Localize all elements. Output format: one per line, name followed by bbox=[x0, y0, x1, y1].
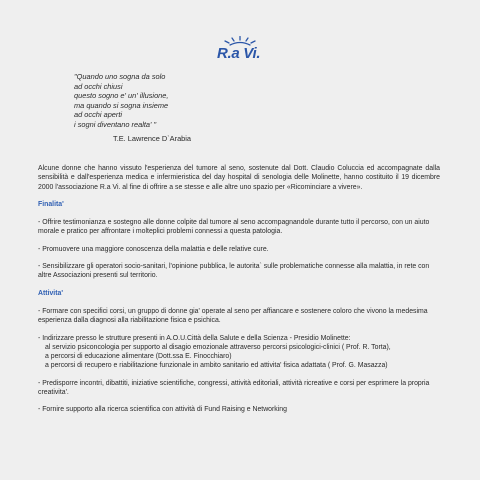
finalita-item: - Offrire testimonianza e sostegno alle donne colpite dal tumore al seno accompagnandole durante tutto il percorso, con un aiuto morale e pratico per affrontare i molteplici problemi connessi a questa patologia. bbox=[38, 219, 430, 236]
ravi-logo bbox=[216, 36, 266, 66]
quote-line: ad occhi aperti bbox=[74, 110, 123, 120]
quote-line: ma quando si sogna insieme bbox=[74, 100, 169, 110]
main-content bbox=[38, 164, 440, 423]
intro-paragraph: Alcune donne che hanno vissuto l'esperienza del tumore al seno, sostenute dal Dott. Claudio Coluccia ed accompagnate dalla sensibilità e dall'esperienza medica e infermieristica del day hospital di senologia delle Molinette, hanno costituito il 19 dicembre 2000 l'associazione R.a Vi. al fine di offrire a se stesse e alle altre uno spazio per «Ricominciare a vivere». bbox=[38, 165, 440, 191]
attivita-item-lead: - Indirizzare presso le strutture presenti in A.O.U.Città della Salute e della Scienza - Presidio Molinette: bbox=[38, 334, 351, 342]
logo-text: R.a Vi. bbox=[217, 45, 261, 62]
attivita-subitem: a percorsi di educazione alimentare (Dott.ssa E. Finocchiaro) bbox=[45, 353, 232, 361]
attivita-item-structures bbox=[38, 334, 440, 371]
attivita-item: - Fornire supporto alla ricerca scientifica con attività di Fund Raising e Networking bbox=[38, 406, 287, 414]
attivita-subitem: al servizio psiconcologia per supporto al disagio emozionale attraverso percorsi psicologici-clinici ( Prof. R. Torta), bbox=[45, 343, 391, 351]
attivita-heading: Attivita' bbox=[38, 289, 63, 297]
quote-line: i sogni diventano realta' " bbox=[74, 119, 157, 129]
attivita-subitem: a percorsi di recupero e riabilitazione funzionale in ambito sanitario ed attivita' fisica adattata ( Prof. G. Masazza) bbox=[45, 362, 388, 370]
attivita-item: - Predisporre incontri, dibattiti, iniziative scientifiche, congressi, attività editoriali, attività ricreative e corsi per esprimere la propria creativita'. bbox=[38, 379, 430, 397]
epigraph-quote bbox=[74, 72, 168, 130]
quote-author: T.E. Lawrence D`Arabia bbox=[113, 134, 192, 143]
finalita-item: - Promuovere una maggiore conoscenza della malattia e delle relative cure. bbox=[38, 245, 269, 253]
finalita-item: - Sensibilizzare gli operatori socio-sanitari, l'opinione pubblica, le autorita` sulle problematiche connesse alla malattia, in rete con altre Associazioni presenti sul territorio. bbox=[38, 263, 430, 280]
quote-line: questo sogno e' un' illusione, bbox=[74, 91, 169, 101]
quote-line: "Quando uno sogna da solo bbox=[74, 72, 166, 81]
finalita-heading: Finalita' bbox=[38, 200, 64, 208]
quote-line: ad occhi chiusi bbox=[74, 81, 123, 91]
attivita-item: - Formare con specifici corsi, un gruppo di donne gia' operate al seno per affiancare e sostenere coloro che vivono la medesima esperienza dalla diagnosi alla riabilitazione fisica e psichica. bbox=[38, 307, 428, 325]
